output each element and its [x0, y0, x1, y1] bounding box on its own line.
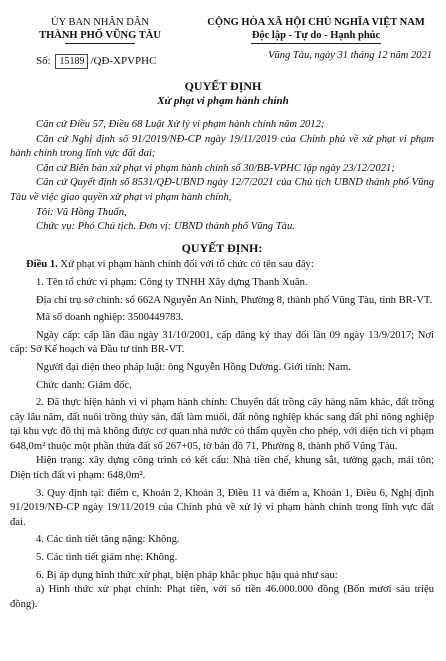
clause-item: 1. Tên tổ chức vi phạm: Công ty TNHH Xây dựng Thanh Xuân.	[36, 276, 308, 288]
article-1-text: Xử phạt vi phạm hành chính đối với tổ chức có tên sau đây:	[57, 259, 314, 271]
clause-item: a) Hình thức xử phạt chính: Phạt tiền, với số tiền 46.000.000 đồng (Bốn mươi sáu triệu đồng).	[10, 584, 434, 610]
document-subtitle: Xử phạt vi phạm hành chính	[157, 95, 289, 107]
clause-item: 6. Bị áp dụng hình thức xử phạt, biện pháp khắc phục hậu quả như sau:	[36, 569, 338, 581]
clause-item: 2. Đã thực hiện hành vi vi phạm hành chính: Chuyển đất trồng cây hàng năm khác, đất trồng cây lâu năm, đất nuôi trồng thủy sản, đất làm muối, đất nông nghiệp khác sang đất phi nông nghiệp tại khu vực đô thị mà không được cơ quan nhà nước có thẩm quyền cho phép, với diện tích vi phạm 648,0m² thuộc một phần thửa đất số 267+05, tờ bản đồ 71, Phường 8, thành phố Vũng Tàu.	[10, 397, 434, 452]
issuer-line-1: ỦY BAN NHÂN DÂN	[51, 17, 149, 28]
motto-underline	[251, 43, 381, 44]
document-title: QUYẾT ĐỊNH	[184, 79, 262, 93]
clause-item: 4. Các tình tiết tăng nặng: Không.	[36, 534, 180, 546]
issuer-underline	[65, 43, 135, 44]
signer-position: Chức vụ: Phó Chủ tịch. Đơn vị: UBND thành phố Vũng Tàu.	[36, 221, 295, 233]
signer-name: Tôi: Vũ Hồng Thuấn,	[36, 206, 127, 218]
clause-item: Người đại diện theo pháp luật: ông Nguyễn Hồng Dương. Giới tính: Nam.	[36, 361, 351, 373]
issuer-block	[0, 16, 200, 44]
clause-item: Hiện trạng: xây dựng công trình có kết cấu: Nhà tiền chế, khung sắt, tường gạch, mái tôn; Diện tích đất vi phạm: 648,0m².	[10, 455, 434, 482]
article-1-label: Điều 1.	[26, 259, 58, 271]
preamble-line: Căn cứ Quyết định số 8531/QĐ-UBND ngày 12/7/2021 của Chủ tịch UBND thành phố Vũng Tàu về việc giao quyền xử phạt vi phạm hành chính,	[10, 177, 434, 203]
clause-item: Ngày cấp: cấp lần đầu ngày 31/10/2001, cấp đăng ký thay đổi lần 09 ngày 13/9/2017; Nơi cấp: Sở Kế hoạch và Đầu tư tỉnh BR-VT.	[10, 329, 434, 356]
doc-no-suffix: /QĐ-XPVPHC	[90, 55, 157, 67]
clause-item: 3. Quy định tại: điểm c, Khoản 2, Khoản 3, Điều 11 và điểm a, Khoản 1, Điều 6, Nghị định 91/2019/NĐ-CP ngày 19/11/2019 của Chính phủ về xử lý vi phạm hành chính trong lĩnh vực đất đai.	[10, 487, 434, 528]
article-1	[10, 258, 434, 273]
clause-item: 5. Các tình tiết giảm nhẹ: Không.	[36, 552, 178, 564]
clause-item: Mã số doanh nghiệp: 3500449783.	[36, 312, 184, 324]
issuer-line-2: THÀNH PHỐ VŨNG TÀU	[39, 30, 161, 41]
issue-date: Vũng Tàu, ngày 31 tháng 12 năm 2021	[268, 50, 432, 61]
document-body	[10, 118, 434, 612]
preamble-line: Căn cứ Nghị định số 91/2019/NĐ-CP ngày 19/11/2019 của Chính phủ về xử phạt vi phạm hành chính trong lĩnh vực đất đai;	[10, 133, 434, 160]
preamble-line: Căn cứ Biên bản xử phạt vi phạm hành chính số 30/BB-VPHC lập ngày 23/12/2021;	[36, 162, 395, 174]
decision-heading: QUYẾT ĐỊNH:	[181, 240, 263, 255]
preamble-line: Căn cứ Điều 57, Điều 68 Luật Xử lý vi phạm hành chính năm 2012;	[36, 119, 325, 130]
clause-item: Địa chỉ trụ sở chính: số 662A Nguyễn An Ninh, Phường 8, thành phố Vũng Tàu, tỉnh BR-VT.	[36, 294, 433, 306]
national-title: CỘNG HÒA XÃ HỘI CHỦ NGHĨA VIỆT NAM	[207, 17, 425, 28]
doc-no-prefix: Số:	[36, 55, 51, 67]
national-header	[186, 16, 446, 44]
national-motto: Độc lập - Tự do - Hạnh phúc	[251, 30, 381, 41]
clause-item: Chức danh: Giám đốc.	[36, 379, 132, 391]
doc-no-stamp: 15189	[55, 54, 88, 69]
document-number	[36, 54, 156, 69]
